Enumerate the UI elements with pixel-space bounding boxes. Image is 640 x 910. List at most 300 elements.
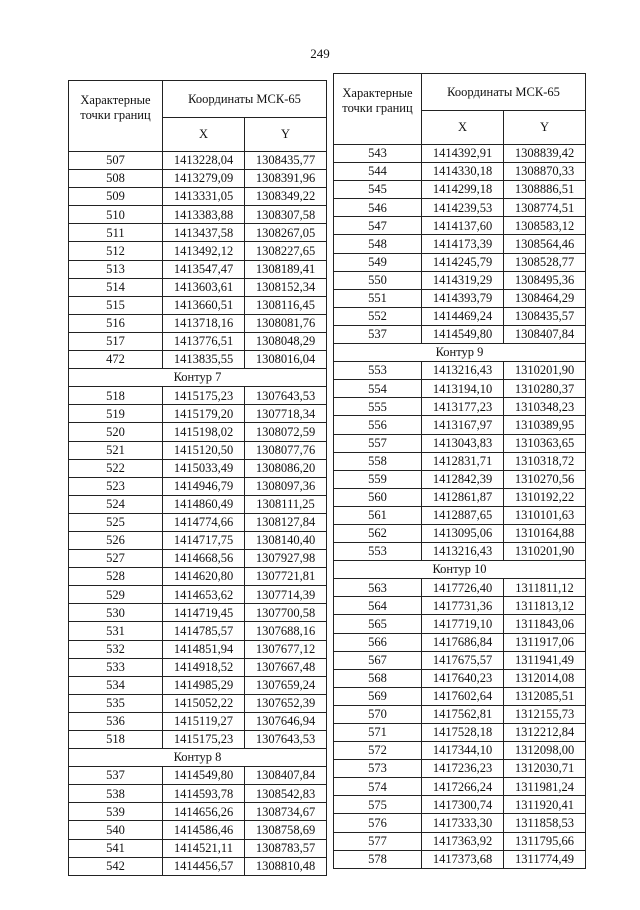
y-coordinate-cell: 1308189,41 — [245, 260, 327, 278]
point-number-cell: 540 — [69, 821, 163, 839]
header-y: Y — [245, 118, 327, 152]
point-number-cell: 515 — [69, 296, 163, 314]
y-coordinate-cell: 1308081,76 — [245, 314, 327, 332]
table-row — [334, 398, 586, 416]
y-coordinate-cell: 1307646,94 — [245, 712, 327, 730]
x-coordinate-cell: 1417562,81 — [422, 705, 504, 723]
table-row — [334, 289, 586, 307]
y-coordinate-cell: 1308870,33 — [504, 163, 586, 181]
table-row — [334, 235, 586, 253]
x-coordinate-cell: 1415179,20 — [163, 405, 245, 423]
point-number-cell: 508 — [69, 170, 163, 188]
x-coordinate-cell: 1413228,04 — [163, 152, 245, 170]
point-number-cell: 551 — [334, 289, 422, 307]
table-row — [334, 271, 586, 289]
table-row — [334, 470, 586, 488]
x-coordinate-cell: 1413660,51 — [163, 296, 245, 314]
x-coordinate-cell: 1417686,84 — [422, 633, 504, 651]
point-number-cell: 554 — [334, 380, 422, 398]
y-coordinate-cell: 1312014,08 — [504, 669, 586, 687]
point-number-cell: 545 — [334, 181, 422, 199]
x-coordinate-cell: 1414785,57 — [163, 622, 245, 640]
point-number-cell: 561 — [334, 506, 422, 524]
point-number-cell: 518 — [69, 387, 163, 405]
table-row — [334, 651, 586, 669]
table-row — [334, 615, 586, 633]
point-number-cell: 575 — [334, 796, 422, 814]
table-row — [69, 296, 327, 314]
y-coordinate-cell: 1308111,25 — [245, 495, 327, 513]
y-coordinate-cell: 1310348,23 — [504, 398, 586, 416]
point-number-cell: 521 — [69, 441, 163, 459]
x-coordinate-cell: 1412842,39 — [422, 470, 504, 488]
y-coordinate-cell: 1311941,49 — [504, 651, 586, 669]
table-row — [69, 332, 327, 350]
point-number-cell: 541 — [69, 839, 163, 857]
table-row — [334, 832, 586, 850]
x-coordinate-cell: 1413437,58 — [163, 224, 245, 242]
x-coordinate-cell: 1414239,53 — [422, 199, 504, 217]
point-number-cell: 566 — [334, 633, 422, 651]
y-coordinate-cell: 1307652,39 — [245, 694, 327, 712]
y-coordinate-cell: 1310363,65 — [504, 434, 586, 452]
y-coordinate-cell: 1307700,58 — [245, 604, 327, 622]
y-coordinate-cell: 1310389,95 — [504, 416, 586, 434]
x-coordinate-cell: 1415119,27 — [163, 712, 245, 730]
y-coordinate-cell: 1312155,73 — [504, 705, 586, 723]
y-coordinate-cell: 1308435,77 — [245, 152, 327, 170]
x-coordinate-cell: 1413492,12 — [163, 242, 245, 260]
table-row — [334, 307, 586, 325]
table-row — [69, 676, 327, 694]
point-number-cell: 520 — [69, 423, 163, 441]
table-row — [69, 170, 327, 188]
x-coordinate-cell: 1413167,97 — [422, 416, 504, 434]
table-row — [69, 477, 327, 495]
y-coordinate-cell: 1308349,22 — [245, 188, 327, 206]
y-coordinate-cell: 1311843,06 — [504, 615, 586, 633]
table-row — [69, 405, 327, 423]
table-row — [69, 314, 327, 332]
y-coordinate-cell: 1308016,04 — [245, 351, 327, 369]
x-coordinate-cell: 1415175,23 — [163, 731, 245, 749]
point-number-cell: 564 — [334, 597, 422, 615]
contour-row — [334, 344, 586, 362]
point-number-cell: 562 — [334, 524, 422, 542]
table-row — [334, 452, 586, 470]
y-coordinate-cell: 1310270,56 — [504, 470, 586, 488]
x-coordinate-cell: 1414456,57 — [163, 857, 245, 875]
point-number-cell: 507 — [69, 152, 163, 170]
table-row — [69, 423, 327, 441]
point-number-cell: 534 — [69, 676, 163, 694]
table-row — [69, 839, 327, 857]
point-number-cell: 568 — [334, 669, 422, 687]
table-row — [334, 199, 586, 217]
x-coordinate-cell: 1417266,24 — [422, 778, 504, 796]
header-characteristic-points: Характерные точки границ — [334, 74, 422, 145]
x-coordinate-cell: 1417344,10 — [422, 742, 504, 760]
point-number-cell: 557 — [334, 434, 422, 452]
point-number-cell: 542 — [69, 857, 163, 875]
table-row — [69, 694, 327, 712]
y-coordinate-cell: 1307677,12 — [245, 640, 327, 658]
x-coordinate-cell: 1414593,78 — [163, 785, 245, 803]
x-coordinate-cell: 1414299,18 — [422, 181, 504, 199]
y-coordinate-cell: 1308407,84 — [504, 325, 586, 343]
x-coordinate-cell: 1417373,68 — [422, 850, 504, 868]
y-coordinate-cell: 1310318,72 — [504, 452, 586, 470]
header-x: X — [422, 111, 504, 145]
table-row — [69, 278, 327, 296]
point-number-cell: 576 — [334, 814, 422, 832]
x-coordinate-cell: 1415033,49 — [163, 459, 245, 477]
point-number-cell: 565 — [334, 615, 422, 633]
x-coordinate-cell: 1414245,79 — [422, 253, 504, 271]
contour-label: Контур 8 — [69, 749, 327, 767]
y-coordinate-cell: 1312085,51 — [504, 687, 586, 705]
point-number-cell: 570 — [334, 705, 422, 723]
y-coordinate-cell: 1308048,29 — [245, 332, 327, 350]
y-coordinate-cell: 1308583,12 — [504, 217, 586, 235]
point-number-cell: 574 — [334, 778, 422, 796]
table-row — [69, 568, 327, 586]
y-coordinate-cell: 1311774,49 — [504, 850, 586, 868]
header-x: X — [163, 118, 245, 152]
point-number-cell: 523 — [69, 477, 163, 495]
point-number-cell: 536 — [69, 712, 163, 730]
x-coordinate-cell: 1417602,64 — [422, 687, 504, 705]
y-coordinate-cell: 1310280,37 — [504, 380, 586, 398]
point-number-cell: 558 — [334, 452, 422, 470]
point-number-cell: 547 — [334, 217, 422, 235]
x-coordinate-cell: 1417731,36 — [422, 597, 504, 615]
x-coordinate-cell: 1413547,47 — [163, 260, 245, 278]
y-coordinate-cell: 1308839,42 — [504, 145, 586, 163]
point-number-cell: 544 — [334, 163, 422, 181]
point-number-cell: 516 — [69, 314, 163, 332]
point-number-cell: 548 — [334, 235, 422, 253]
y-coordinate-cell: 1310164,88 — [504, 524, 586, 542]
header-characteristic-points: Характерные точки границ — [69, 81, 163, 152]
y-coordinate-cell: 1308407,84 — [245, 767, 327, 785]
table-row — [334, 724, 586, 742]
y-coordinate-cell: 1307643,53 — [245, 387, 327, 405]
table-row — [334, 434, 586, 452]
y-coordinate-cell: 1312212,84 — [504, 724, 586, 742]
y-coordinate-cell: 1311813,12 — [504, 597, 586, 615]
header-coordinates: Координаты МСК-65 — [422, 74, 586, 111]
x-coordinate-cell: 1414549,80 — [163, 767, 245, 785]
table-row — [334, 579, 586, 597]
x-coordinate-cell: 1413331,05 — [163, 188, 245, 206]
table-row — [334, 633, 586, 651]
x-coordinate-cell: 1414173,39 — [422, 235, 504, 253]
x-coordinate-cell: 1415052,22 — [163, 694, 245, 712]
point-number-cell: 511 — [69, 224, 163, 242]
x-coordinate-cell: 1414656,26 — [163, 803, 245, 821]
table-row — [69, 767, 327, 785]
table-row — [334, 325, 586, 343]
x-coordinate-cell: 1414985,29 — [163, 676, 245, 694]
header-coordinates: Координаты МСК-65 — [163, 81, 327, 118]
point-number-cell: 532 — [69, 640, 163, 658]
x-coordinate-cell: 1413216,43 — [422, 362, 504, 380]
point-number-cell: 559 — [334, 470, 422, 488]
table-row — [334, 850, 586, 868]
table-row — [69, 531, 327, 549]
coordinates-table-right — [333, 73, 586, 869]
x-coordinate-cell: 1413216,43 — [422, 543, 504, 561]
x-coordinate-cell: 1415175,23 — [163, 387, 245, 405]
x-coordinate-cell: 1417333,30 — [422, 814, 504, 832]
table-row — [69, 351, 327, 369]
point-number-cell: 578 — [334, 850, 422, 868]
point-number-cell: 518 — [69, 731, 163, 749]
point-number-cell: 569 — [334, 687, 422, 705]
x-coordinate-cell: 1415120,50 — [163, 441, 245, 459]
y-coordinate-cell: 1310201,90 — [504, 362, 586, 380]
y-coordinate-cell: 1312098,00 — [504, 742, 586, 760]
point-number-cell: 549 — [334, 253, 422, 271]
y-coordinate-cell: 1311917,06 — [504, 633, 586, 651]
contour-label: Контур 10 — [334, 561, 586, 579]
point-number-cell: 530 — [69, 604, 163, 622]
table-row — [69, 152, 327, 170]
y-coordinate-cell: 1308564,46 — [504, 235, 586, 253]
x-coordinate-cell: 1414851,94 — [163, 640, 245, 658]
point-number-cell: 537 — [69, 767, 163, 785]
table-row — [334, 778, 586, 796]
y-coordinate-cell: 1308783,57 — [245, 839, 327, 857]
x-coordinate-cell: 1414668,56 — [163, 550, 245, 568]
x-coordinate-cell: 1417363,92 — [422, 832, 504, 850]
table-row — [69, 622, 327, 640]
table-row — [69, 441, 327, 459]
y-coordinate-cell: 1308127,84 — [245, 513, 327, 531]
table-row — [69, 658, 327, 676]
y-coordinate-cell: 1308097,36 — [245, 477, 327, 495]
coordinates-table-left — [68, 80, 327, 876]
x-coordinate-cell: 1414392,91 — [422, 145, 504, 163]
table-row — [69, 712, 327, 730]
x-coordinate-cell: 1414319,29 — [422, 271, 504, 289]
x-coordinate-cell: 1414653,62 — [163, 586, 245, 604]
y-coordinate-cell: 1308152,34 — [245, 278, 327, 296]
table-row — [69, 188, 327, 206]
y-coordinate-cell: 1311981,24 — [504, 778, 586, 796]
table-row — [69, 550, 327, 568]
table-row — [334, 597, 586, 615]
y-coordinate-cell: 1310201,90 — [504, 543, 586, 561]
y-coordinate-cell: 1308140,40 — [245, 531, 327, 549]
x-coordinate-cell: 1414719,45 — [163, 604, 245, 622]
point-number-cell: 555 — [334, 398, 422, 416]
y-coordinate-cell: 1308267,05 — [245, 224, 327, 242]
x-coordinate-cell: 1417726,40 — [422, 579, 504, 597]
x-coordinate-cell: 1417675,57 — [422, 651, 504, 669]
y-coordinate-cell: 1308542,83 — [245, 785, 327, 803]
x-coordinate-cell: 1414330,18 — [422, 163, 504, 181]
point-number-cell: 577 — [334, 832, 422, 850]
x-coordinate-cell: 1413095,06 — [422, 524, 504, 542]
y-coordinate-cell: 1311858,53 — [504, 814, 586, 832]
point-number-cell: 524 — [69, 495, 163, 513]
y-coordinate-cell: 1307667,48 — [245, 658, 327, 676]
table-row — [69, 495, 327, 513]
point-number-cell: 533 — [69, 658, 163, 676]
table-row — [69, 260, 327, 278]
y-coordinate-cell: 1308072,59 — [245, 423, 327, 441]
table-row — [69, 513, 327, 531]
point-number-cell: 552 — [334, 307, 422, 325]
table-row — [69, 586, 327, 604]
y-coordinate-cell: 1308810,48 — [245, 857, 327, 875]
table-row — [334, 524, 586, 542]
table-row — [334, 217, 586, 235]
y-coordinate-cell: 1307688,16 — [245, 622, 327, 640]
y-coordinate-cell: 1308077,76 — [245, 441, 327, 459]
point-number-cell: 512 — [69, 242, 163, 260]
table-row — [334, 543, 586, 561]
table-row — [334, 506, 586, 524]
y-coordinate-cell: 1310101,63 — [504, 506, 586, 524]
table-row — [334, 380, 586, 398]
x-coordinate-cell: 1417236,23 — [422, 760, 504, 778]
table-row — [69, 821, 327, 839]
y-coordinate-cell: 1311795,66 — [504, 832, 586, 850]
x-coordinate-cell: 1414946,79 — [163, 477, 245, 495]
y-coordinate-cell: 1310192,22 — [504, 488, 586, 506]
x-coordinate-cell: 1417300,74 — [422, 796, 504, 814]
point-number-cell: 528 — [69, 568, 163, 586]
point-number-cell: 553 — [334, 543, 422, 561]
y-coordinate-cell: 1307714,39 — [245, 586, 327, 604]
point-number-cell: 529 — [69, 586, 163, 604]
x-coordinate-cell: 1413776,51 — [163, 332, 245, 350]
point-number-cell: 539 — [69, 803, 163, 821]
table-row — [334, 742, 586, 760]
table-body-left — [69, 152, 327, 876]
table-row — [69, 785, 327, 803]
table-row — [69, 803, 327, 821]
table-row — [69, 224, 327, 242]
y-coordinate-cell: 1312030,71 — [504, 760, 586, 778]
y-coordinate-cell: 1308307,58 — [245, 206, 327, 224]
x-coordinate-cell: 1414549,80 — [422, 325, 504, 343]
x-coordinate-cell: 1413194,10 — [422, 380, 504, 398]
table-row — [334, 705, 586, 723]
table-row — [334, 253, 586, 271]
point-number-cell: 553 — [334, 362, 422, 380]
y-coordinate-cell: 1308086,20 — [245, 459, 327, 477]
y-coordinate-cell: 1311920,41 — [504, 796, 586, 814]
contour-row — [69, 749, 327, 767]
table-row — [69, 387, 327, 405]
y-coordinate-cell: 1308116,45 — [245, 296, 327, 314]
contour-row — [69, 369, 327, 387]
table-row — [334, 488, 586, 506]
point-number-cell: 526 — [69, 531, 163, 549]
point-number-cell: 556 — [334, 416, 422, 434]
point-number-cell: 525 — [69, 513, 163, 531]
x-coordinate-cell: 1413177,23 — [422, 398, 504, 416]
x-coordinate-cell: 1414860,49 — [163, 495, 245, 513]
y-coordinate-cell: 1311811,12 — [504, 579, 586, 597]
y-coordinate-cell: 1308495,36 — [504, 271, 586, 289]
contour-row — [334, 561, 586, 579]
x-coordinate-cell: 1413279,09 — [163, 170, 245, 188]
point-number-cell: 546 — [334, 199, 422, 217]
x-coordinate-cell: 1414918,52 — [163, 658, 245, 676]
table-row — [334, 145, 586, 163]
x-coordinate-cell: 1413603,61 — [163, 278, 245, 296]
point-number-cell: 527 — [69, 550, 163, 568]
table-row — [69, 731, 327, 749]
x-coordinate-cell: 1414774,66 — [163, 513, 245, 531]
y-coordinate-cell: 1308758,69 — [245, 821, 327, 839]
point-number-cell: 573 — [334, 760, 422, 778]
x-coordinate-cell: 1412831,71 — [422, 452, 504, 470]
point-number-cell: 543 — [334, 145, 422, 163]
contour-label: Контур 7 — [69, 369, 327, 387]
table-row — [69, 242, 327, 260]
table-row — [334, 796, 586, 814]
x-coordinate-cell: 1413835,55 — [163, 351, 245, 369]
point-number-cell: 550 — [334, 271, 422, 289]
point-number-cell: 513 — [69, 260, 163, 278]
point-number-cell: 472 — [69, 351, 163, 369]
table-row — [334, 416, 586, 434]
point-number-cell: 517 — [69, 332, 163, 350]
y-coordinate-cell: 1308435,57 — [504, 307, 586, 325]
x-coordinate-cell: 1414469,24 — [422, 307, 504, 325]
point-number-cell: 514 — [69, 278, 163, 296]
x-coordinate-cell: 1414521,11 — [163, 839, 245, 857]
table-row — [334, 760, 586, 778]
x-coordinate-cell: 1413718,16 — [163, 314, 245, 332]
header-y: Y — [504, 111, 586, 145]
x-coordinate-cell: 1417640,23 — [422, 669, 504, 687]
table-row — [69, 206, 327, 224]
x-coordinate-cell: 1414586,46 — [163, 821, 245, 839]
y-coordinate-cell: 1308774,51 — [504, 199, 586, 217]
point-number-cell: 509 — [69, 188, 163, 206]
y-coordinate-cell: 1307659,24 — [245, 676, 327, 694]
y-coordinate-cell: 1307718,34 — [245, 405, 327, 423]
point-number-cell: 560 — [334, 488, 422, 506]
x-coordinate-cell: 1417528,18 — [422, 724, 504, 742]
x-coordinate-cell: 1413043,83 — [422, 434, 504, 452]
y-coordinate-cell: 1308886,51 — [504, 181, 586, 199]
point-number-cell: 537 — [334, 325, 422, 343]
point-number-cell: 531 — [69, 622, 163, 640]
point-number-cell: 519 — [69, 405, 163, 423]
y-coordinate-cell: 1308528,77 — [504, 253, 586, 271]
x-coordinate-cell: 1414620,80 — [163, 568, 245, 586]
y-coordinate-cell: 1308227,65 — [245, 242, 327, 260]
x-coordinate-cell: 1413383,88 — [163, 206, 245, 224]
point-number-cell: 522 — [69, 459, 163, 477]
x-coordinate-cell: 1414393,79 — [422, 289, 504, 307]
x-coordinate-cell: 1417719,10 — [422, 615, 504, 633]
page-number: 249 — [310, 46, 330, 61]
table-row — [334, 669, 586, 687]
table-row — [69, 459, 327, 477]
table-row — [334, 814, 586, 832]
y-coordinate-cell: 1307721,81 — [245, 568, 327, 586]
point-number-cell: 572 — [334, 742, 422, 760]
